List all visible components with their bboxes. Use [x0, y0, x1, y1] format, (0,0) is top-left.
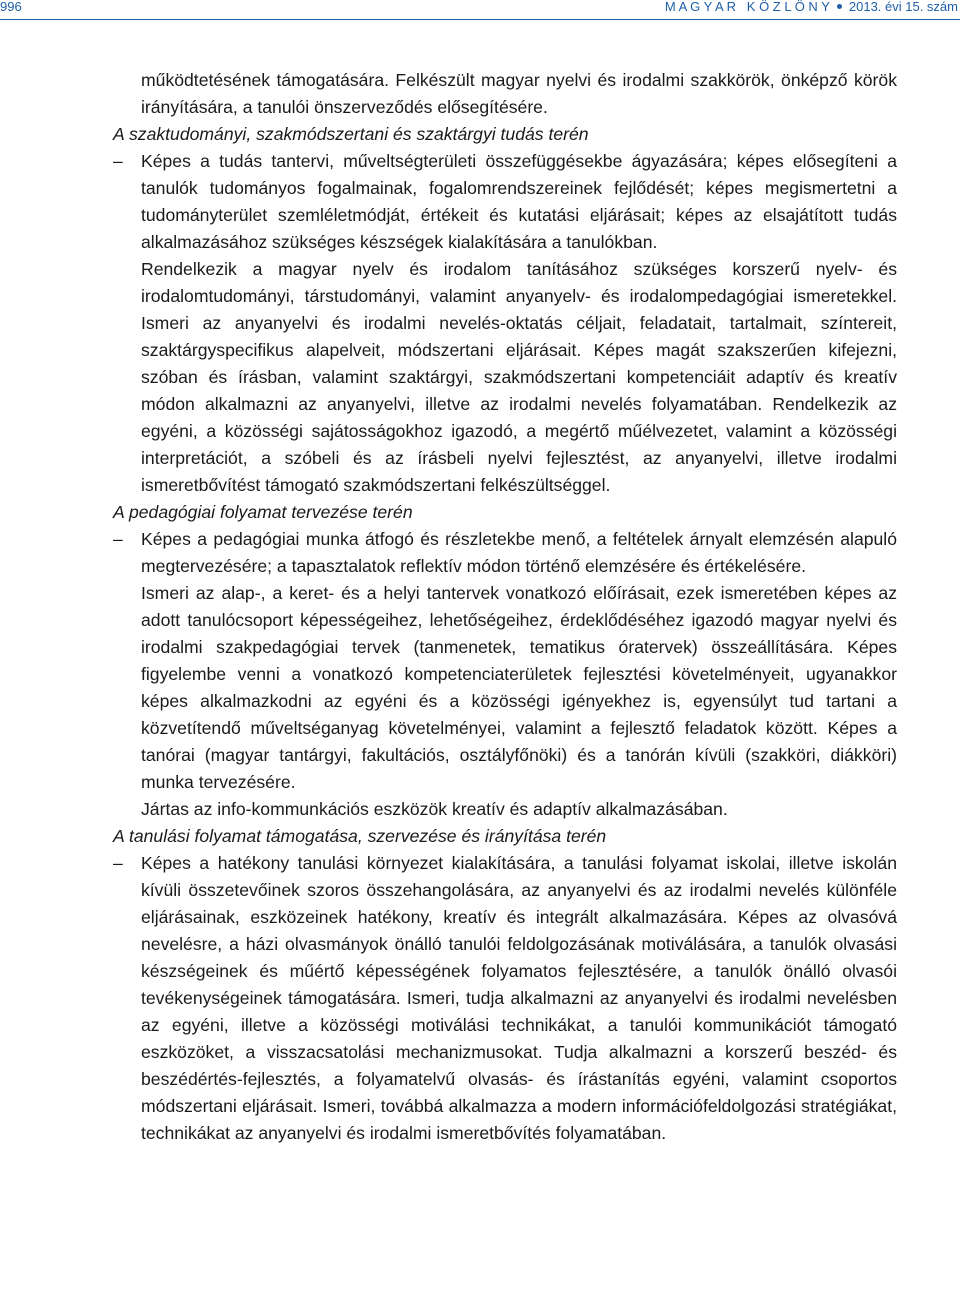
section-heading-1: A szaktudományi, szakmódszertani és szaktárgyi tudás terén	[113, 124, 589, 144]
paragraph-2: Rendelkezik a magyar nyelv és irodalom tanításához szükséges korszerű nyelv- és irodalomtudományi, társtudományi, valamint anyanyelv- és irodalompedagógiai ismeretekkel. Ismeri az anyanyelvi és irodalmi nevelés-oktatás céljait, feladatait, tartalmait, színtereit, szaktárgyspecifikus alapelveit, módszertani eljárásait. Képes magát szakszerűen kifejezni, szóban és írásban, valamint szaktárgyi, szakmódszertani kompetenciáit adaptív és kreatív módon alkalmazni az anyanyelvi, illetve az irodalmi nevelés folyamatában. Rendelkezik az egyéni, a közösségi sajátosságokhoz igazodó, a megértő műélvezetet, valamint a közösségi interpretációt, a szóbeli és az írásbeli nyelvi fejlesztést, az anyanyelvi, illetve irodalmi ismeretbővítést támogató szakmódszertani felkészültséggel.	[141, 259, 897, 495]
running-title	[665, 0, 958, 14]
paragraph-1: működtetésének támogatására. Felkészült magyar nyelvi és irodalmi szakkörök, önképző körök irányítására, a tanulói önszerveződés elősegítésére.	[141, 70, 897, 117]
section-heading-2: A pedagógiai folyamat tervezése terén	[113, 502, 413, 522]
page-number: 996	[0, 0, 22, 14]
dash-icon: –	[113, 151, 123, 171]
dash-icon: –	[113, 529, 123, 549]
dash-icon: –	[113, 853, 123, 873]
bullet-item-2	[113, 526, 897, 580]
bullet-text-2: Képes a pedagógiai munka átfogó és részletekbe menő, a feltételek árnyalt elemzésén alapuló megtervezésére; a tapasztalatok reflektív módon történő elemzésére és értékelésére.	[141, 529, 897, 576]
publication-name: M A G Y A R K Ö Z L Ö N Y	[664, 0, 830, 14]
document-body	[113, 67, 897, 1147]
bullet-text-3: Képes a hatékony tanulási környezet kialakítására, a tanulási folyamat iskolai, illetve iskolán kívüli összetevőinek szoros összehangolására, az anyanyelvi és az irodalmi nevelés különféle eljárásainak, eszközeinek hatékony, kreatív és integrált alkalmazására. Képes az olvasóvá nevelésre, a házi olvasmányok önálló tanulói feldolgozásának motiválására, a tanulók olvasási készségeinek és műértő képességének folyamatos fejlesztésére, a tanulók önálló olvasói tevékenységeinek támogatására. Ismeri, tudja alkalmazni az anyanyelvi és irodalmi nevelésben az egyéni, illetve a közösségi motiválási technikákat, a tanulói kommunikációt támogató eszközöket, a visszacsatolási mechanizmusokat. Tudja alkalmazni a korszerű beszéd- és beszédértés-fejlesztés, a folyamatelvű olvasás- és írástanítás egyéni, valamint csoportos módszertani eljárásait. Ismeri, továbbá alkalmazza a modern információfeldolgozási stratégiákat, technikákat az anyanyelvi és irodalmi ismeretbővítés folyamatában.	[141, 853, 897, 1143]
bullet-text-1: Képes a tudás tantervi, műveltségterületi összefüggésekbe ágyazására; képes elősegíteni a tanulók tudományos fogalmainak, fogalomrendszereinek fejlődését; képes megismertetni a tudományterület szemléletmódját, értékeit és kutatási eljárásait; képes az elsajátított tudás alkalmazásához szükséges készségek kialakítására a tanulókban.	[141, 151, 897, 252]
section-heading-3: A tanulási folyamat támogatása, szervezése és irányítása terén	[113, 826, 607, 846]
paragraph-3: Ismeri az alap-, a keret- és a helyi tantervek vonatkozó előírásait, ezek ismeretében képes az adott tanulócsoport képességeihez, lehetőségeihez, érdeklődéséhez igazodó magyar nyelvi és irodalmi szakpedagógiai tervek (tanmenetek, tematikus óratervek) összeállítására. Képes figyelembe venni a vonatkozó kompetenciaterületek fejlesztési követelményeit, ugyanakkor képes alkalmazkodni az egyéni és a közösségi igényekhez is, egyensúlyt tud tartani a közvetítendő műveltséganyag követelményei, valamint a fejlesztő feladatok között. Képes a tanórai (magyar tantárgyi, fakultációs, osztályfőnöki) és a tanórán kívüli (szakköri, diákköri) munka tervezésére.	[141, 583, 897, 792]
separator-dot-icon	[837, 4, 842, 9]
page-header	[0, 0, 960, 24]
bullet-item-3	[113, 850, 897, 1147]
issue-number: 2013. évi 15. szám	[848, 0, 958, 14]
paragraph-4: Jártas az info-kommunkációs eszközök kreatív és adaptív alkalmazásában.	[141, 799, 728, 819]
bullet-item-1	[113, 148, 897, 256]
header-rule	[0, 19, 960, 20]
